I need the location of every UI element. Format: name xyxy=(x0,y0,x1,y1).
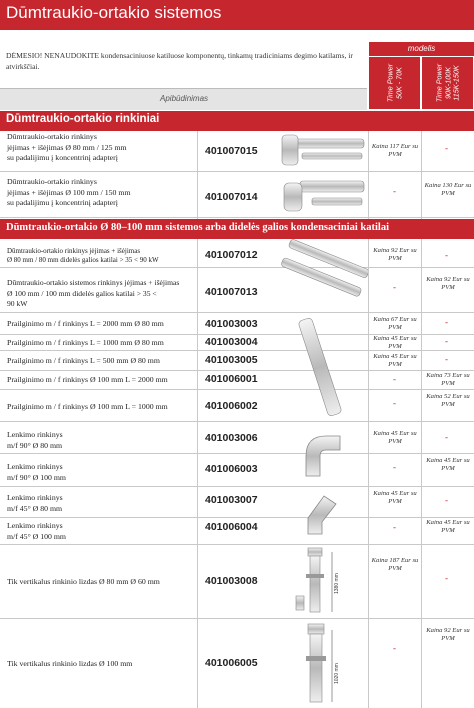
item-name: Lenkimo rinkinys m/f 90° Ø 100 mm xyxy=(7,462,66,482)
vertical-socket-100-image xyxy=(292,622,348,706)
item-name: Prailginimo m / f rinkinys L = 2000 mm Ø 80 mm xyxy=(7,319,164,328)
item-name: Tik vertikalus rinkinio lizdas Ø 100 mm xyxy=(7,659,133,668)
price-b: Kaina 45 Eur su PVM xyxy=(426,457,470,472)
twin-pipe-kit-image xyxy=(272,238,368,312)
item-name: Dūmtraukio-ortakio rinkinys jėjimas + išėjimas Ø 80 mm / 125 mm su padalijimu į koncentrinį adapterį xyxy=(7,132,127,162)
table-row xyxy=(0,545,474,619)
table-row xyxy=(0,371,474,390)
table-row xyxy=(0,172,474,218)
price-a: Kaina 45 Eur su PVM xyxy=(373,353,417,368)
price-a: Kaina 117 Eur su PVM xyxy=(371,143,419,158)
section-title: Dūmtraukio-ortakio rinkiniai xyxy=(6,113,160,125)
price-b: - xyxy=(445,573,448,583)
model-a-label: Time Power 50K - 70K xyxy=(385,63,403,103)
dimension-label: 1380 mm xyxy=(334,573,340,594)
description-label: Apibūdinimas xyxy=(160,94,209,103)
item-code: 401003006 xyxy=(205,432,258,444)
item-name: Dūmtraukio-ortakio sistemos rinkinys jėjimas + išėjimas Ø 100 mm / 100 mm didelės galios katilai > 35 < 90 kW xyxy=(7,278,180,308)
price-b: - xyxy=(445,495,448,505)
item-code: 401003007 xyxy=(205,494,258,506)
extension-pipe-image xyxy=(285,315,355,420)
table-row xyxy=(0,268,474,313)
section-title: Dūmtraukio-ortakio Ø 80–100 mm sistemos arba didelės galios kondensaciniai katilai xyxy=(6,222,389,233)
model-column-a xyxy=(369,57,420,109)
item-code: 401003004 xyxy=(205,336,258,348)
price-b: - xyxy=(445,143,448,153)
title-bar xyxy=(0,0,474,30)
price-a: - xyxy=(393,643,396,653)
price-a: - xyxy=(393,522,396,532)
table-row xyxy=(0,518,474,545)
table-row xyxy=(0,313,474,335)
flue-kit-80-125-image xyxy=(272,129,368,171)
section-header xyxy=(0,219,474,239)
price-b: - xyxy=(445,432,448,442)
item-code: 401006004 xyxy=(205,521,258,533)
item-name: Dūmtraukio-ortakio rinkinys jėjimas + išėjimas Ø 100 mm / 150 mm su padalijimu į koncentrinį adapterį xyxy=(7,177,131,207)
item-code: 401007013 xyxy=(205,286,258,298)
model-b-label: Time Power 90K-100K 115K-150K xyxy=(433,63,460,103)
models-header: modelis xyxy=(369,42,474,56)
price-a: Kaina 187 Eur su PVM xyxy=(371,557,419,572)
warning-text: DĖMESIO! NENAUDOKITE kondensaciniuose katiluose komponentų, tinkamų tradiciniams degimo katilams, ir atvirkščiai. xyxy=(6,51,353,71)
price-b: Kaina 130 Eur su PVM xyxy=(424,182,472,197)
model-column-b xyxy=(422,57,473,109)
table-row xyxy=(0,390,474,422)
price-a: - xyxy=(393,398,396,408)
price-a: - xyxy=(393,282,396,292)
item-name: Dūmtraukio-ortakio rinkinys jėjimas + išėjimas Ø 80 mm / 80 mm didelės galios katilai > 35 < 90 kW xyxy=(7,247,159,264)
item-name: Prailginimo m / f rinkinys L = 1000 mm Ø 80 mm xyxy=(7,338,164,347)
page-title: Dūmtraukio-ortakio sistemos xyxy=(6,3,222,22)
price-b: - xyxy=(445,317,448,327)
price-a: Kaina 45 Eur su PVM xyxy=(373,490,417,505)
price-a: Kaina 45 Eur su PVM xyxy=(373,430,417,445)
price-b: - xyxy=(445,354,448,364)
vertical-socket-80-image xyxy=(288,546,348,618)
price-a: Kaina 92 Eur su PVM xyxy=(373,247,417,262)
item-code: 401007014 xyxy=(205,191,258,203)
item-code: 401003003 xyxy=(205,318,258,330)
price-a: Kaina 45 Eur su PVM xyxy=(373,335,417,350)
item-code: 401003008 xyxy=(205,575,258,587)
item-name: Prailginimo m / f rinkinys Ø 100 mm L = 1000 mm xyxy=(7,402,168,411)
table-row xyxy=(0,487,474,518)
price-b: Kaina 45 Eur su PVM xyxy=(426,519,470,534)
item-code: 401006003 xyxy=(205,463,258,475)
elbow-45-image xyxy=(300,490,340,538)
table-row xyxy=(0,351,474,371)
price-b: Kaina 92 Eur su PVM xyxy=(426,627,470,642)
price-b: - xyxy=(445,250,448,260)
item-code: 401006002 xyxy=(205,400,258,412)
elbow-90-image xyxy=(300,428,344,480)
item-code: 401003005 xyxy=(205,354,258,366)
item-name: Tik vertikalus rinkinio lizdas Ø 80 mm Ø 60 mm xyxy=(7,577,160,586)
dimension-label: 1020 mm xyxy=(334,663,340,684)
item-name: Prailginimo m / f rinkinys Ø 100 mm L = 2000 mm xyxy=(7,375,168,384)
price-b: - xyxy=(445,336,448,346)
price-a: - xyxy=(393,462,396,472)
price-b: Kaina 92 Eur su PVM xyxy=(426,276,470,291)
price-a: - xyxy=(393,374,396,384)
price-b: Kaina 52 Eur su PVM xyxy=(426,393,470,408)
table-row xyxy=(0,422,474,454)
section-header xyxy=(0,111,474,131)
item-code: 401006005 xyxy=(205,657,258,669)
price-a: Kaina 67 Eur su PVM xyxy=(373,316,417,331)
item-name: Lenkimo rinkinys m/f 45° Ø 80 mm xyxy=(7,493,63,513)
price-a: - xyxy=(393,186,396,196)
item-code: 401006001 xyxy=(205,373,258,385)
item-code: 401007015 xyxy=(205,145,258,157)
table-row xyxy=(0,240,474,268)
description-header xyxy=(0,88,367,110)
price-b: Kaina 73 Eur su PVM xyxy=(426,372,470,387)
table-row xyxy=(0,131,474,172)
flue-kit-100-150-image xyxy=(276,175,368,217)
table-row xyxy=(0,454,474,487)
item-code: 401007012 xyxy=(205,249,258,261)
table-row xyxy=(0,335,474,351)
item-name: Lenkimo rinkinys m/f 45° Ø 100 mm xyxy=(7,521,66,541)
item-name: Prailginimo m / f rinkinys L = 500 mm Ø 80 mm xyxy=(7,356,160,365)
item-name: Lenkimo rinkinys m/f 90° Ø 80 mm xyxy=(7,430,63,450)
table-row xyxy=(0,619,474,708)
